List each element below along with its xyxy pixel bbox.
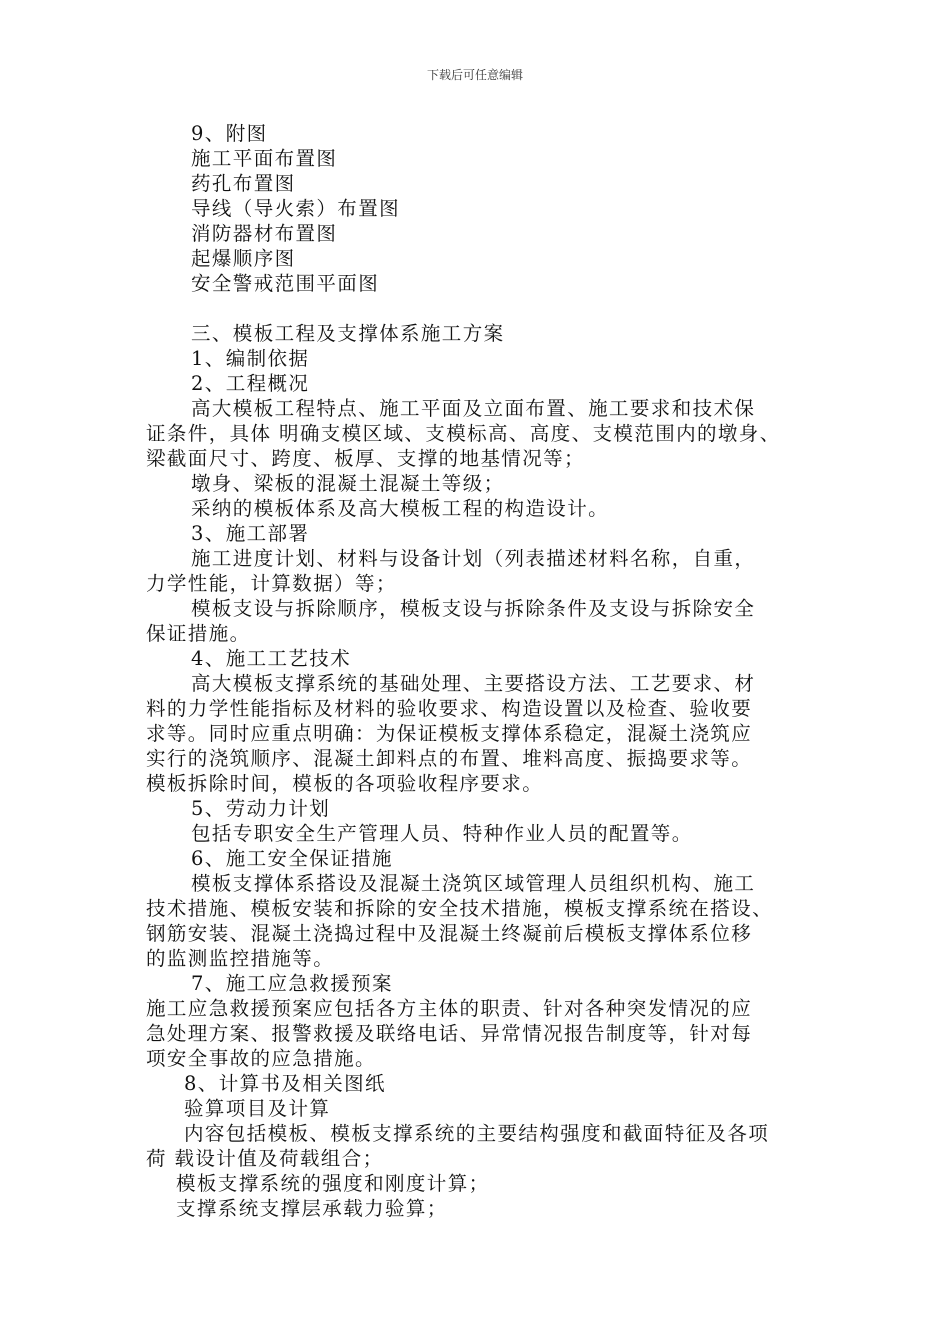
- paragraph-line: 施工应急救援预案应包括各方主体的职责、针对各种突发情况的应: [146, 997, 753, 1020]
- paragraph-line: 模板拆除时间，模板的各项验收程序要求。: [146, 772, 544, 795]
- paragraph-line: 施工进度计划、材料与设备计划（列表描述材料名称，自重，: [191, 547, 756, 570]
- section-heading: 2、工程概况: [191, 372, 310, 395]
- paragraph-line: 力学性能，计算数据）等；: [146, 572, 397, 595]
- blank-line: [146, 296, 826, 321]
- paragraph-line: 料的力学性能指标及材料的验收要求、构造设置以及检查、验收要: [146, 697, 753, 720]
- paragraph-line: 的监测监控措施等。: [146, 947, 335, 970]
- document-body: [146, 121, 826, 1221]
- paragraph-line: 内容包括模板、模板支撑系统的主要结构强度和截面特征及各项: [184, 1122, 770, 1145]
- paragraph-line: 墩身、梁板的混凝土混凝土等级；: [191, 472, 505, 495]
- list-item: 安全警戒范围平面图: [191, 272, 380, 295]
- section-heading: 6、施工安全保证措施: [191, 847, 393, 870]
- paragraph-line: 支撑系统支撑层承载力验算；: [176, 1197, 448, 1220]
- paragraph-line: 荷 载设计值及荷载组合；: [146, 1147, 384, 1170]
- section-heading: 4、施工工艺技术: [191, 647, 352, 670]
- paragraph-line: 模板支撑系统的强度和刚度计算；: [176, 1172, 490, 1195]
- paragraph-line: 钢筋安装、混凝土浇捣过程中及混凝土终凝前后模板支撑体系位移: [146, 922, 753, 945]
- paragraph-line: 模板支撑体系搭设及混凝土浇筑区域管理人员组织机构、施工: [191, 872, 756, 895]
- paragraph-line: 模板支设与拆除顺序，模板支设与拆除条件及支设与拆除安全: [191, 597, 756, 620]
- paragraph-line: 高大模板支撑系统的基础处理、主要搭设方法、工艺要求、材: [191, 672, 756, 695]
- section-heading: 9、附图: [191, 122, 268, 145]
- section-heading: 5、劳动力计划: [191, 797, 331, 820]
- list-item: 消防器材布置图: [191, 222, 338, 245]
- paragraph-line: 实行的浇筑顺序、混凝土卸料点的布置、堆料高度、振捣要求等。: [146, 747, 753, 770]
- paragraph-line: 梁截面尺寸、跨度、板厚、支撑的地基情况等；: [146, 447, 585, 470]
- paragraph-line: 高大模板工程特点、施工平面及立面布置、施工要求和技术保: [191, 397, 756, 420]
- list-item: 施工平面布置图: [191, 147, 338, 170]
- chapter-heading: 三、模板工程及支撑体系施工方案: [191, 322, 505, 345]
- paragraph-line: 采纳的模板体系及高大模板工程的构造设计。: [191, 497, 610, 520]
- page-header: 下载后可任意编辑: [426, 68, 523, 82]
- section-heading: 8、计算书及相关图纸: [184, 1072, 386, 1095]
- section-heading: 3、施工部署: [191, 522, 310, 545]
- paragraph-line: 包括专职安全生产管理人员、特种作业人员的配置等。: [191, 822, 693, 845]
- paragraph-line: 技术措施、模板安装和拆除的安全技术措施，模板支撑系统在搭设、: [146, 897, 774, 920]
- paragraph-line: 求等。同时应重点明确：为保证模板支撑体系稳定，混凝土浇筑应: [146, 722, 753, 745]
- paragraph-line: 验算项目及计算: [184, 1097, 331, 1120]
- list-item: 导线（导火索）布置图: [191, 197, 401, 220]
- list-item: 药孔布置图: [191, 172, 296, 195]
- paragraph-line: 保证措施。: [146, 622, 251, 645]
- paragraph-line: 项安全事故的应急措施。: [146, 1047, 376, 1070]
- section-heading: 1、编制依据: [191, 347, 310, 370]
- list-item: 起爆顺序图: [191, 247, 296, 270]
- section-heading: 7、施工应急救援预案: [191, 972, 393, 995]
- paragraph-line: 证条件，具体 明确支模区域、支模标高、高度、支模范围内的墩身、: [146, 422, 781, 445]
- paragraph-line: 急处理方案、报警救援及联络电话、异常情况报告制度等，针对每: [146, 1022, 753, 1045]
